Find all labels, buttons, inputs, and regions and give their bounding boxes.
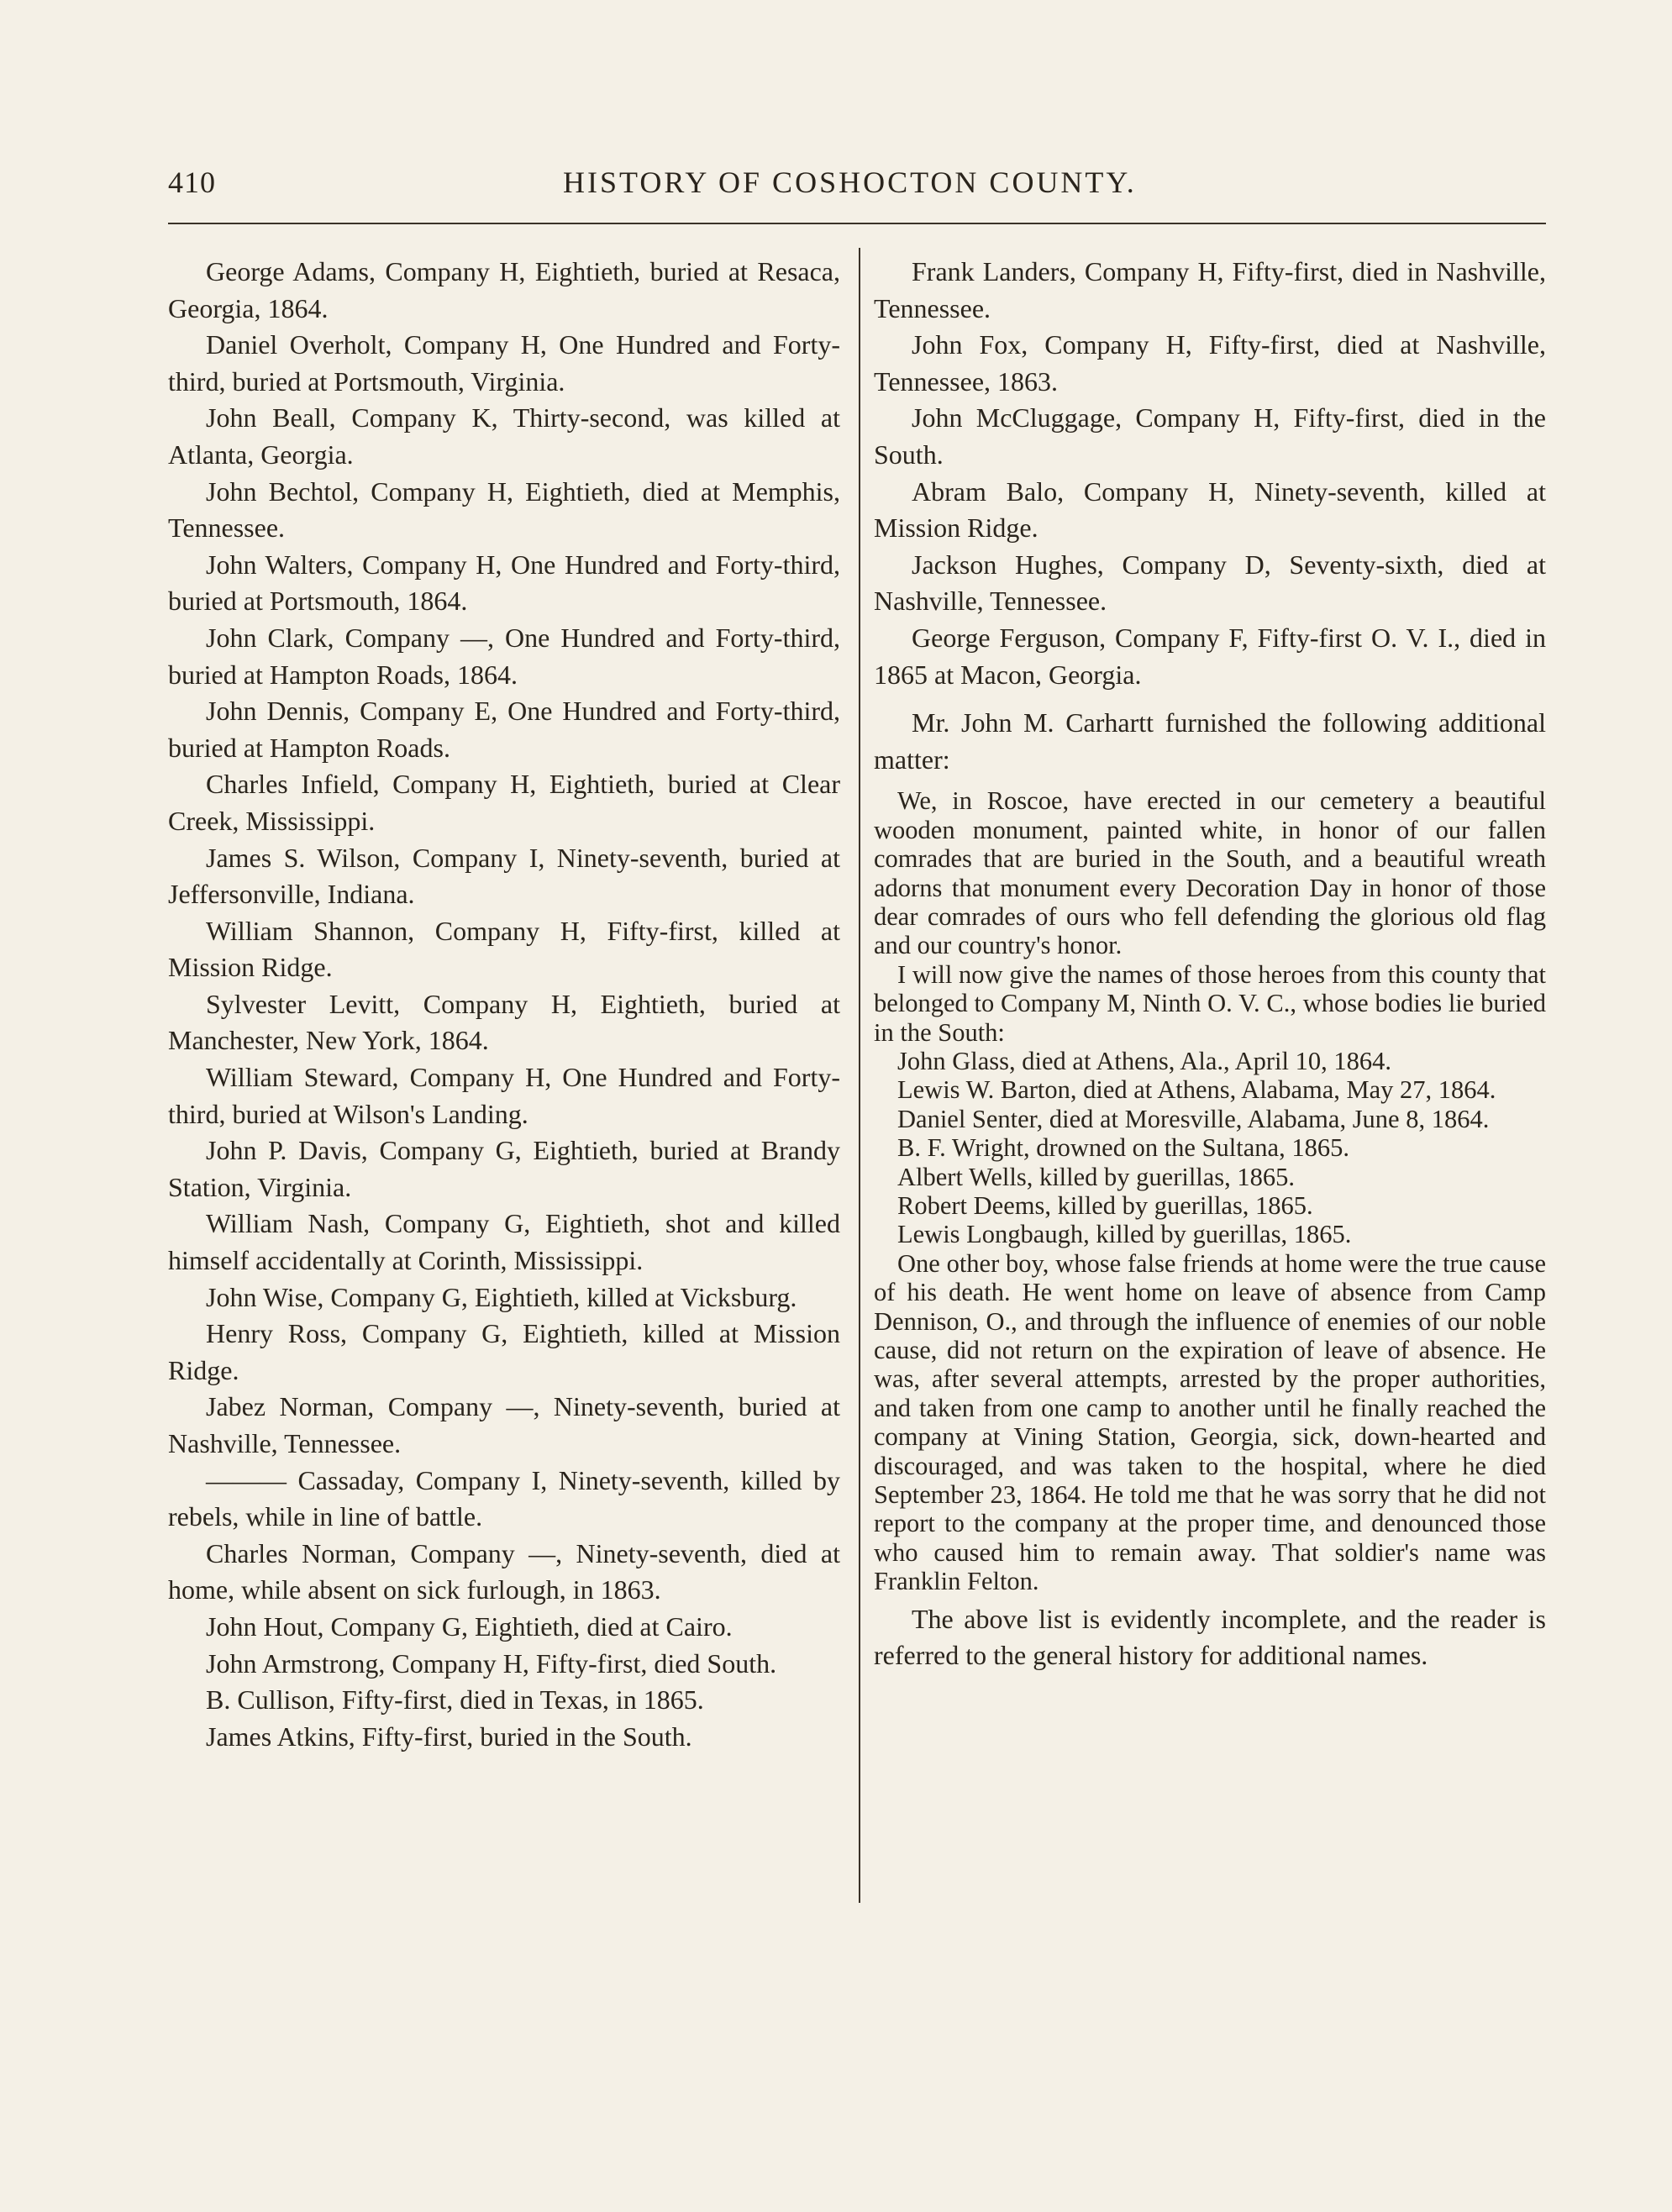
soldier-entry: Abram Balo, Company H, Ninety-seventh, killed at Mission Ridge. [874,476,1546,544]
soldier-entry: Charles Norman, Company —, Ninety-seventh, died at home, while absent on sick furlough, in 1863. [168,1537,840,1605]
carhartt-letter [874,786,1546,1595]
soldier-entry: John Walters, Company H, One Hundred and Forty-third, buried at Portsmouth, 1864. [168,549,840,617]
soldier-entry: John P. Davis, Company G, Eightieth, buried at Brandy Station, Virginia. [168,1135,840,1202]
letter-name-entry: Lewis Longbaugh, killed by guerillas, 1865. [897,1220,1352,1249]
soldier-entry: William Shannon, Company H, Fifty-first, killed at Mission Ridge. [168,915,840,983]
soldier-entry: William Nash, Company G, Eightieth, shot and killed himself accidentally at Corinth, Mississippi. [168,1208,840,1276]
soldier-entry: John Clark, Company —, One Hundred and Forty-third, buried at Hampton Roads, 1864. [168,622,840,690]
soldier-entry: ——— Cassaday, Company I, Ninety-seventh, killed by rebels, while in line of battle. [168,1464,840,1532]
soldier-entry: John Beall, Company K, Thirty-second, was killed at Atlanta, Georgia. [168,402,840,470]
soldier-entry: John Armstrong, Company H, Fifty-first, died South. [206,1647,777,1679]
letter-paragraph: We, in Roscoe, have erected in our cemetery a beautiful wooden monument, painted white, in honor of our fallen comrades that are buried in the South, and a beautiful wreath adorns that monument every Decoration Day in honor of those dear comrades of ours who fell defending the glorious old flag and our country's honor. [874,786,1546,960]
right-column [874,254,1546,1674]
soldier-entry: Jackson Hughes, Company D, Seventy-sixth, died at Nashville, Tennessee. [874,549,1546,617]
soldier-entry: Sylvester Levitt, Company H, Eightieth, buried at Manchester, New York, 1864. [168,988,840,1056]
letter-name-entry: Lewis W. Barton, died at Athens, Alabama, May 27, 1864. [897,1075,1496,1105]
page-number: 410 [168,166,216,199]
soldier-entry: John Dennis, Company E, One Hundred and Forty-third, buried at Hampton Roads. [168,696,840,763]
left-column [168,254,840,1755]
soldier-entry: William Steward, Company H, One Hundred and Forty-third, buried at Wilson's Landing. [168,1062,840,1129]
soldier-entry: George Ferguson, Company F, Fifty-first O. V. I., died in 1865 at Macon, Georgia. [874,622,1546,690]
soldier-entry: Daniel Overholt, Company H, One Hundred and Forty-third, buried at Portsmouth, Virginia. [168,329,840,397]
soldier-entry: James Atkins, Fifty-first, buried in the South. [206,1721,692,1752]
soldier-entry: John Hout, Company G, Eightieth, died at Cairo. [206,1610,733,1642]
letter-name-entry: B. F. Wright, drowned on the Sultana, 1865. [897,1133,1349,1163]
soldier-entry: John Wise, Company G, Eightieth, killed at Vicksburg. [206,1281,797,1312]
soldier-entry: Jabez Norman, Company —, Ninety-seventh, buried at Nashville, Tennessee. [168,1391,840,1458]
soldier-entry: B. Cullison, Fifty-first, died in Texas, in 1865. [206,1684,704,1715]
soldier-entry: James S. Wilson, Company I, Ninety-seventh, buried at Jeffersonville, Indiana. [168,842,840,910]
soldier-entry: Henry Ross, Company G, Eightieth, killed at Mission Ridge. [168,1318,840,1385]
soldier-entry: John McCluggage, Company H, Fifty-first, died in the South. [874,402,1546,470]
letter-name-entry: Robert Deems, killed by guerillas, 1865. [897,1191,1313,1220]
soldier-entry: Charles Infield, Company H, Eightieth, buried at Clear Creek, Mississippi. [168,769,840,836]
column-divider [859,248,860,1903]
header-rule [168,223,1546,224]
closing-paragraph: The above list is evidently incomplete, and the reader is referred to the general history for additional names. [874,1603,1546,1671]
soldier-entry: George Adams, Company H, Eightieth, buried at Resaca, Georgia, 1864. [168,256,840,323]
letter-paragraph: I will now give the names of those heroes from this county that belonged to Company M, Ninth O. V. C., whose bodies lie buried in the South: [874,959,1546,1047]
intro-paragraph: Mr. John M. Carhartt furnished the following additional matter: [874,707,1546,775]
letter-name-entry: John Glass, died at Athens, Ala., April 10, 1864. [897,1046,1391,1075]
page-header [168,165,1546,215]
letter-name-entry: Daniel Senter, died at Moresville, Alabama, June 8, 1864. [897,1104,1490,1133]
letter-name-entry: Albert Wells, killed by guerillas, 1865. [897,1162,1296,1191]
running-title: HISTORY OF COSHOCTON COUNTY. [563,166,1137,199]
soldier-entry: John Bechtol, Company H, Eightieth, died at Memphis, Tennessee. [168,476,840,544]
soldier-entry: Frank Landers, Company H, Fifty-first, died in Nashville, Tennessee. [874,256,1546,323]
letter-paragraph: One other boy, whose false friends at home were the true cause of his death. He went home on leave of absence from Camp Dennison, O., and through the influence of enemies of our noble cause, did not return on the expiration of leave of absence. He was, after several attempts, arrested by the proper authorities, and taken from one camp to another until he finally reached the company at Vining Station, Georgia, sick, down-hearted and discouraged, and was taken to the hospital, where he died September 23, 1864. He told me that he was sorry that he did not report to the company at the proper time, and denounced those who caused him to remain away. That soldier's name was Franklin Felton. [874,1248,1546,1596]
soldier-entry: John Fox, Company H, Fifty-first, died at Nashville, Tennessee, 1863. [874,329,1546,397]
